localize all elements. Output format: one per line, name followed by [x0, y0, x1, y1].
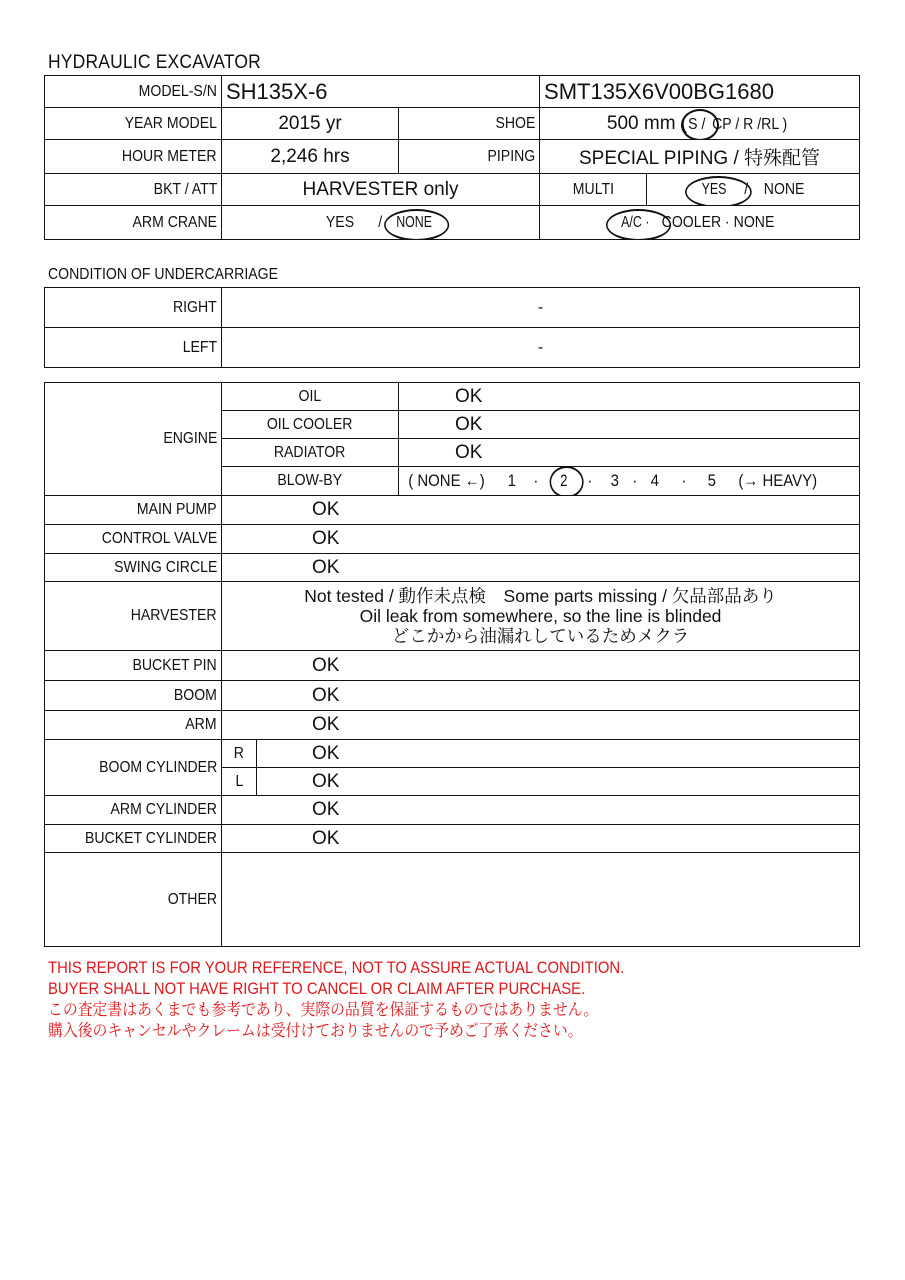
arm-cylinder-label: ARM CYLINDER [45, 796, 222, 825]
spec-table [44, 75, 860, 240]
other-value [222, 853, 860, 947]
blowby-level-4: 4 [651, 471, 660, 490]
control-valve-value: OK [222, 525, 860, 554]
piping-value: SPECIAL PIPING / 特殊配管 [540, 140, 860, 174]
engine-oil-cooler-label: OIL COOLER [222, 411, 399, 439]
engine-radiator-value: OK [399, 439, 860, 467]
model-sn-label: MODEL-S/N [45, 76, 222, 108]
ac-option: A/C · [621, 213, 650, 231]
arm-label: ARM [45, 711, 222, 740]
year-label: YEAR MODEL [45, 108, 222, 140]
hours-value: 2,246 hrs [222, 140, 399, 174]
undercarriage-left-label: LEFT [45, 328, 222, 368]
inspection-table [44, 382, 860, 947]
shoe-value: 500 mm (S / CP / R /RL ) [540, 108, 860, 140]
harvester-notes [222, 582, 860, 651]
bkt-label: BKT / ATT [45, 174, 222, 206]
swing-circle-value: OK [222, 554, 860, 582]
harvester-label: HARVESTER [45, 582, 222, 651]
multi-yes: YES [701, 180, 727, 198]
bucket-pin-value: OK [222, 651, 860, 681]
boom-cylinder-r-label: R [222, 740, 257, 768]
undercarriage-title: CONDITION OF UNDERCARRIAGE [48, 266, 278, 283]
blowby-scale: ( NONE ←) 1 · 2 · 3 · 4 · 5 (→ HEAVY) [399, 467, 860, 496]
engine-oil-cooler-value: OK [399, 411, 860, 439]
cooler-none-options: COOLER · NONE [661, 213, 775, 231]
boom-value: OK [222, 681, 860, 711]
harvester-note-line: Oil leak from somewhere, so the line is blinded [359, 606, 722, 626]
boom-cylinder-r-value: OK [257, 740, 860, 768]
ac-value [540, 206, 860, 240]
undercarriage-right-value: - [222, 288, 860, 328]
shoe-option-s: S / [687, 113, 707, 134]
undercarriage-right-label: RIGHT [45, 288, 222, 328]
disclaimer-line: この査定書はあくまでも参考であり、実際の品質を保証するものではありません。 [48, 1001, 599, 1019]
bucket-pin-label: BUCKET PIN [45, 651, 222, 681]
harvester-note-line: どこかから油漏れしているためメクラ [391, 626, 690, 646]
multi-value: YES / NONE [647, 174, 860, 206]
piping-label: PIPING [399, 140, 540, 174]
engine-radiator-label: RADIATOR [222, 439, 399, 467]
harvester-note-line: Not tested / 動作未点検 Some parts missing / 欠品部品あり [304, 586, 777, 606]
blowby-level-5: 5 [707, 471, 716, 490]
arm-crane-none: NONE [395, 213, 432, 231]
blowby-level-2: 2 [560, 471, 568, 490]
disclaimer-line: 購入後のキャンセルやクレームは受付けておりませんので予めご了承ください。 [48, 1022, 583, 1040]
page-title: HYDRAULIC EXCAVATOR [48, 52, 261, 73]
serial-value: SMT135X6V00BG1680 [540, 76, 860, 108]
shoe-options-rest: CP / R /RL ) [711, 115, 787, 133]
engine-label: ENGINE [45, 383, 222, 496]
bkt-value: HARVESTER only [222, 174, 540, 206]
multi-label: MULTI [540, 174, 647, 206]
blowby-level-3: 3 [610, 471, 619, 490]
disclaimer-line: THIS REPORT IS FOR YOUR REFERENCE, NOT TO ASSURE ACTUAL CONDITION. [48, 959, 625, 977]
arm-value: OK [222, 711, 860, 740]
disclaimer-line: BUYER SHALL NOT HAVE RIGHT TO CANCEL OR CLAIM AFTER PURCHASE. [48, 980, 586, 998]
blowby-label: BLOW-BY [222, 467, 399, 496]
control-valve-label: CONTROL VALVE [45, 525, 222, 554]
shoe-label: SHOE [399, 108, 540, 140]
bucket-cylinder-value: OK [222, 825, 860, 853]
bucket-cylinder-label: BUCKET CYLINDER [45, 825, 222, 853]
shoe-size: 500 mm [606, 112, 676, 134]
undercarriage-table [44, 287, 860, 368]
boom-label: BOOM [45, 681, 222, 711]
model-value: SH135X-6 [222, 76, 540, 108]
swing-circle-label: SWING CIRCLE [45, 554, 222, 582]
arm-crane-value: YES / NONE [222, 206, 540, 240]
arm-cylinder-value: OK [222, 796, 860, 825]
boom-cylinder-label: BOOM CYLINDER [45, 740, 222, 796]
main-pump-label: MAIN PUMP [45, 496, 222, 525]
boom-cylinder-l-label: L [222, 768, 257, 796]
multi-none: NONE [764, 180, 805, 198]
arm-crane-label: ARM CRANE [45, 206, 222, 240]
boom-cylinder-l-value: OK [257, 768, 860, 796]
other-label: OTHER [45, 853, 222, 947]
year-value: 2015 yr [222, 108, 399, 140]
engine-oil-label: OIL [222, 383, 399, 411]
undercarriage-left-value: - [222, 328, 860, 368]
engine-oil-value: OK [399, 383, 860, 411]
hour-label: HOUR METER [45, 140, 222, 174]
main-pump-value: OK [222, 496, 860, 525]
disclaimer [48, 958, 688, 1042]
arm-crane-yes: YES [325, 213, 355, 231]
blowby-level-1: 1 [507, 471, 516, 490]
